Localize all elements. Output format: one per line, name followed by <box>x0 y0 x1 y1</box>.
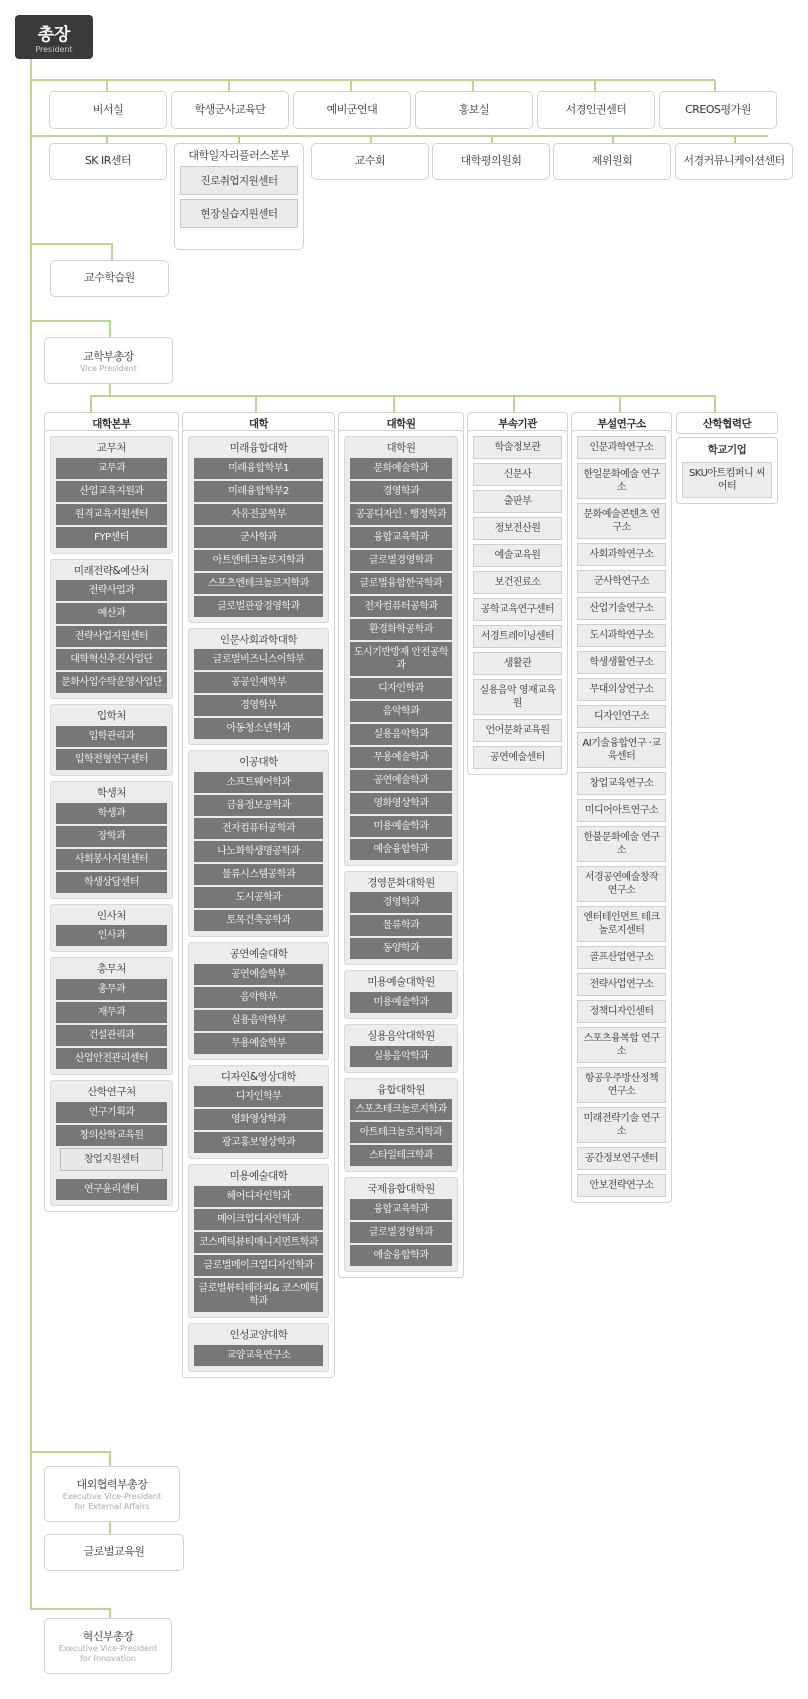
list-item[interactable]: 학술정보관 <box>473 436 562 459</box>
unit-item[interactable]: 융합교육학과 <box>350 1199 452 1220</box>
unit-item[interactable]: 미용예술학과 <box>350 992 452 1013</box>
unit-item[interactable]: 융합교육학과 <box>350 527 452 548</box>
unit-item[interactable]: 사회봉사지원센터 <box>56 849 167 870</box>
row2-drop-1 <box>106 136 108 143</box>
unit-item[interactable]: 아트엔테크놀로지학과 <box>194 550 323 571</box>
unit-item[interactable]: 토목건축공학과 <box>194 910 323 931</box>
unit-item[interactable]: 전자컴퓨터공학과 <box>350 596 452 617</box>
unit-item[interactable]: 영화영상학과 <box>194 1109 323 1130</box>
group-box <box>50 957 173 1075</box>
external-vp-subtitle-1: Executive Vice-President <box>62 1492 162 1501</box>
faculty-learning-hline <box>30 243 112 245</box>
unit-item[interactable]: 음악학부 <box>194 987 323 1008</box>
communication-center[interactable]: 서경커뮤니케이션센터 <box>675 143 793 180</box>
col-research <box>571 430 672 1203</box>
group-box <box>50 904 173 953</box>
unit-item[interactable]: 학생과 <box>56 803 167 824</box>
list-item[interactable]: 사회과학연구소 <box>577 543 666 566</box>
unit-item[interactable]: 실용음악학과 <box>350 724 452 745</box>
unit-item[interactable]: 연구기획과 <box>56 1102 167 1123</box>
faculty-learning-drop <box>111 243 113 260</box>
unit-item[interactable]: 미래융합학부1 <box>194 458 323 479</box>
row1-hline <box>30 79 715 81</box>
list-item[interactable]: 공연예술센터 <box>473 746 562 769</box>
president-subtitle: President <box>35 45 73 54</box>
group-box <box>344 871 458 966</box>
list-item[interactable]: 정책디자인센터 <box>577 1000 666 1023</box>
unit-item[interactable]: 영화영상학과 <box>350 793 452 814</box>
group-title: 인사처 <box>97 909 126 922</box>
unit-item[interactable]: 공연예술학과 <box>350 770 452 791</box>
group-title: 미래전략&예산처 <box>73 564 150 577</box>
group-title: 인문사회과학대학 <box>219 633 298 646</box>
group-box <box>188 750 329 937</box>
vice-president-box[interactable] <box>44 337 173 384</box>
unit-item[interactable]: 아동청소년학과 <box>194 718 323 739</box>
unit-item[interactable]: 문화예술학과 <box>350 458 452 479</box>
list-item[interactable]: 공간정보연구센터 <box>577 1147 666 1170</box>
unit-item[interactable]: 산업안전관리센터 <box>56 1048 167 1069</box>
list-item[interactable]: 보건진료소 <box>473 571 562 594</box>
col-drop-5 <box>619 395 621 413</box>
group-box <box>188 1323 329 1372</box>
list-item[interactable]: 한일문화예술 연구소 <box>577 463 666 499</box>
unit-item[interactable]: 공연예술학부 <box>194 964 323 985</box>
innovation-vp-subtitle-2: for Innovation <box>80 1654 136 1663</box>
innovation-vp-box[interactable] <box>44 1618 172 1674</box>
unit-item[interactable]: 경영학부 <box>194 695 323 716</box>
list-item[interactable]: 창업교육연구소 <box>577 772 666 795</box>
unit-item[interactable]: 산업교육지원과 <box>56 481 167 502</box>
external-vp-hline <box>30 1451 110 1453</box>
unit-item[interactable]: 실용음악학부 <box>194 1010 323 1031</box>
innovation-vp-title: 혁신부총장 <box>82 1630 134 1643</box>
unit-item[interactable]: 코스메틱뷰티매니지먼트학과 <box>194 1232 323 1253</box>
list-item[interactable]: 미디어아트연구소 <box>577 799 666 822</box>
unit-item[interactable]: 글로벌비즈니스어학부 <box>194 649 323 670</box>
unit-item[interactable]: FYP센터 <box>56 527 167 548</box>
vp-drop <box>109 320 111 337</box>
group-box <box>50 559 173 700</box>
unit-item[interactable]: 예술융합학과 <box>350 1245 452 1266</box>
external-vp-title: 대외협력부총장 <box>76 1478 148 1491</box>
list-item[interactable]: 도시과학연구소 <box>577 624 666 647</box>
unit-item[interactable]: 글로벌경영학과 <box>350 1222 452 1243</box>
unit-item[interactable]: 스포츠엔테크놀로지학과 <box>194 573 323 594</box>
unit-item[interactable]: 글로벌뷰티테라피& 코스메틱학과 <box>194 1278 323 1312</box>
group-title: 미용예술대학원 <box>367 976 435 989</box>
group-box <box>344 1024 458 1073</box>
unit-item[interactable]: 공공인재학부 <box>194 672 323 693</box>
unit-item[interactable]: 광고홍보영상학과 <box>194 1132 323 1153</box>
innovation-vp-subtitle-1: Executive Vice-President <box>58 1644 158 1653</box>
unit-item[interactable]: 경영학과 <box>350 481 452 502</box>
group-box <box>50 781 173 899</box>
list-item[interactable]: 예술교육원 <box>473 544 562 567</box>
unit-item[interactable]: 학생상담센터 <box>56 872 167 893</box>
list-item[interactable]: 생활관 <box>473 652 562 675</box>
group-title: 대학원 <box>386 442 416 454</box>
list-item[interactable]: 디자인연구소 <box>577 705 666 728</box>
group-box <box>50 704 173 776</box>
group-box <box>344 970 458 1019</box>
list-item[interactable]: 산업기술연구소 <box>577 597 666 620</box>
list-item[interactable]: AI기술융합연구 ·교육센터 <box>577 732 666 768</box>
unit-item[interactable]: 대학혁신추진사업단 <box>56 649 167 670</box>
unit-item[interactable]: 도시공학과 <box>194 887 323 908</box>
col-college <box>182 430 335 1378</box>
unit-item[interactable]: 입학관리과 <box>56 726 167 747</box>
col-drop-2 <box>255 395 257 413</box>
group-title: 미용예술대학 <box>229 1170 288 1183</box>
col-drop-6 <box>714 395 716 413</box>
row1-drop-2 <box>228 80 230 91</box>
group-box <box>188 1164 329 1318</box>
group-box <box>188 942 329 1060</box>
unit-item[interactable]: 재무과 <box>56 1002 167 1023</box>
group-title: 입학처 <box>97 710 126 723</box>
unit-item[interactable]: 도시기반방재 안전공학과 <box>350 642 452 676</box>
list-item[interactable]: 미래전략기술 연구소 <box>577 1107 666 1143</box>
group-title: 디자인&영상대학 <box>220 1070 297 1083</box>
group-box <box>50 1080 173 1206</box>
row2-drop-4 <box>491 136 493 143</box>
list-item[interactable]: 언어문화교육원 <box>473 719 562 742</box>
group-title: 국제융합대학원 <box>367 1183 435 1196</box>
unit-item[interactable]: 무용예술학과 <box>350 747 452 768</box>
vp-hline <box>30 320 110 322</box>
group-title: 학생처 <box>97 787 126 800</box>
sk-ir-center[interactable]: SK IR센터 <box>49 143 167 180</box>
rotc-unit[interactable]: 학생군사교육단 <box>171 91 289 129</box>
unit-item[interactable]: 연구윤리센터 <box>56 1179 167 1200</box>
row2-hline <box>30 135 768 137</box>
unit-item[interactable]: 문화사업수탁운영사업단 <box>56 672 167 693</box>
unit-item[interactable]: 교무과 <box>56 458 167 479</box>
job-plus-headquarters <box>174 143 304 250</box>
group-box <box>344 1177 458 1272</box>
unit-item[interactable]: 음악학과 <box>350 701 452 722</box>
unit-item[interactable]: 군사학과 <box>194 527 323 548</box>
row1-drop-1 <box>106 80 108 91</box>
vice-president-title: 교학부총장 <box>83 349 134 363</box>
secretary-office[interactable]: 비서실 <box>49 91 167 129</box>
list-item[interactable]: 무대의상연구소 <box>577 678 666 701</box>
unit-item[interactable]: 스포츠테크놀로지학과 <box>350 1099 452 1120</box>
col-head-affiliated[interactable]: 부속기관 <box>467 412 568 434</box>
unit-item[interactable]: 글로벌융합한국학과 <box>350 573 452 594</box>
unit-item[interactable]: 공공디자인 · 행정학과 <box>350 504 452 525</box>
list-item[interactable]: 항공우주방산정책 연구소 <box>577 1067 666 1103</box>
external-vp-subtitle-2: for External Affairs <box>74 1502 150 1511</box>
unit-item[interactable]: 원격교육지원센터 <box>56 504 167 525</box>
school-enterprise-title: 학교기업 <box>707 444 747 456</box>
list-item[interactable]: 안보전략연구소 <box>577 1174 666 1197</box>
unit-item[interactable]: 인사과 <box>56 925 167 946</box>
unit-item[interactable]: 스타일테크학과 <box>350 1145 452 1166</box>
col-head-graduate[interactable]: 대학원 <box>338 412 464 434</box>
unit-item[interactable]: 예술융합학과 <box>350 839 452 860</box>
president-title: 총장 <box>37 25 71 45</box>
unit-item[interactable]: 예산과 <box>56 603 167 624</box>
group-box <box>344 436 458 866</box>
col-headquarters <box>44 430 179 1212</box>
unit-item[interactable]: 소프트웨어학과 <box>194 772 323 793</box>
unit-item[interactable]: 총무과 <box>56 979 167 1000</box>
unit-item[interactable]: 창의산학교육원 <box>56 1125 167 1146</box>
group-title: 미래융합대학 <box>229 442 288 454</box>
col-head-industry[interactable]: 산학협력단 <box>676 412 778 434</box>
list-item[interactable]: 신문사 <box>473 463 562 486</box>
unit-item[interactable]: 동양학과 <box>350 938 452 959</box>
col-graduate <box>338 430 464 1278</box>
unit-item[interactable]: 전략사업지원센터 <box>56 626 167 647</box>
unit-item[interactable]: 물류학과 <box>350 915 452 936</box>
col-head-college[interactable]: 대학 <box>182 412 335 434</box>
unit-item[interactable]: 글로벌경영학과 <box>350 550 452 571</box>
unit-item[interactable]: 입학전형연구센터 <box>56 749 167 770</box>
unit-item[interactable]: 디자인학부 <box>194 1086 323 1107</box>
innovation-vp-drop <box>109 1608 111 1618</box>
group-title: 경영문화대학원 <box>367 876 435 889</box>
trunk-line <box>30 58 32 1609</box>
job-plus-title: 대학일자리플러스본부 <box>188 149 290 162</box>
list-item[interactable]: 엔터테인먼트 테크놀로지센터 <box>577 906 666 942</box>
list-item[interactable]: 공학교육연구센터 <box>473 598 562 621</box>
president-box[interactable] <box>15 15 93 59</box>
col-affiliated <box>467 430 568 775</box>
unit-item[interactable]: 전략사업과 <box>56 580 167 601</box>
list-item[interactable]: 정보전산원 <box>473 517 562 540</box>
professors-council[interactable]: 교수회 <box>311 143 429 180</box>
unit-item[interactable]: 건설관리과 <box>56 1025 167 1046</box>
list-item[interactable]: 골프산업연구소 <box>577 946 666 969</box>
row2-drop-5 <box>612 136 614 143</box>
committees[interactable]: 제위원회 <box>553 143 671 180</box>
human-rights-center[interactable]: 서경인권센터 <box>537 91 655 129</box>
group-title: 공연예술대학 <box>229 948 288 961</box>
group-box <box>188 436 329 623</box>
col-drop-1 <box>90 395 92 413</box>
row1-drop-3 <box>350 80 352 91</box>
creos-evaluation[interactable]: CREOS평가원 <box>659 91 777 129</box>
row2-drop-6 <box>734 136 736 143</box>
list-item[interactable]: 한불문화예술 연구소 <box>577 826 666 862</box>
unit-item[interactable]: 미래융합학부2 <box>194 481 323 502</box>
list-item[interactable]: 인문과학연구소 <box>577 436 666 459</box>
col-head-research[interactable]: 부설연구소 <box>571 412 672 434</box>
unit-item[interactable]: 경영학과 <box>350 892 452 913</box>
unit-item[interactable]: 교양교육연구소 <box>194 1345 323 1366</box>
unit-item[interactable]: 메이크업디자인학과 <box>194 1209 323 1230</box>
reserve-regiment[interactable]: 예비군연대 <box>293 91 411 129</box>
unit-item[interactable]: 금융정보공학과 <box>194 795 323 816</box>
faculty-learning-center[interactable]: 교수학습원 <box>50 260 169 297</box>
external-vp-box[interactable] <box>44 1466 180 1522</box>
unit-item[interactable]: 환경화학공학과 <box>350 619 452 640</box>
col-drop-4 <box>513 395 515 413</box>
row1-drop-4 <box>472 80 474 91</box>
list-item[interactable]: 군사학연구소 <box>577 570 666 593</box>
group-box <box>188 1065 329 1160</box>
row2-drop-3 <box>370 136 372 143</box>
external-vp-drop <box>109 1451 111 1466</box>
group-title: 산학연구처 <box>87 1086 136 1099</box>
list-item[interactable]: 전략사업연구소 <box>577 973 666 996</box>
list-item[interactable]: 출판부 <box>473 490 562 513</box>
list-item[interactable]: 실용음악 영재교육원 <box>473 679 562 715</box>
unit-item[interactable]: 헤어디자인학과 <box>194 1186 323 1207</box>
unit-item[interactable]: 미용예술학과 <box>350 816 452 837</box>
unit-item[interactable]: 디자인학과 <box>350 678 452 699</box>
unit-item[interactable]: 자유전공학부 <box>194 504 323 525</box>
list-item[interactable]: 문화예술콘텐츠 연구소 <box>577 503 666 539</box>
unit-item[interactable]: 글로벌관광경영학과 <box>194 596 323 617</box>
unit-item[interactable]: 실용음악학과 <box>350 1046 452 1067</box>
col-drop-3 <box>393 395 395 413</box>
unit-item[interactable]: 물류시스템공학과 <box>194 864 323 885</box>
university-senate[interactable]: 대학평의원회 <box>432 143 550 180</box>
pr-office[interactable]: 홍보실 <box>415 91 533 129</box>
list-item[interactable]: 스포츠융복합 연구소 <box>577 1027 666 1063</box>
unit-item[interactable]: 무용예술학부 <box>194 1033 323 1054</box>
global-education-center[interactable]: 글로벌교육원 <box>44 1534 184 1571</box>
group-title: 이공대학 <box>239 756 278 769</box>
group-title: 융합대학원 <box>376 1083 426 1096</box>
group-box <box>344 1078 458 1173</box>
row1-drop-6 <box>714 80 716 91</box>
startup-support-center[interactable]: 창업지원센터 <box>60 1148 163 1171</box>
unit-item[interactable]: 전자컴퓨터공학과 <box>194 818 323 839</box>
group-title: 교무처 <box>97 442 126 454</box>
row1-drop-5 <box>594 80 596 91</box>
unit-item[interactable]: 나노화학생명공학과 <box>194 841 323 862</box>
col-head-headquarters[interactable]: 대학본부 <box>44 412 179 434</box>
list-item[interactable]: 학생생활연구소 <box>577 651 666 674</box>
group-box <box>188 628 329 746</box>
list-item[interactable]: 서경공연예술창작 연구소 <box>577 866 666 902</box>
list-item[interactable]: SKU아트컴퍼니 씨어터 <box>682 462 772 498</box>
unit-item[interactable]: 장학과 <box>56 826 167 847</box>
columns-hline <box>90 395 716 397</box>
list-item[interactable]: 서경트레이닝센터 <box>473 625 562 648</box>
vice-president-subtitle: Vice President <box>80 363 137 373</box>
innovation-vp-hline <box>30 1608 110 1610</box>
col-industry <box>676 437 778 504</box>
group-title: 실용음악대학원 <box>367 1030 435 1043</box>
unit-item[interactable]: 아트테크놀로지학과 <box>350 1122 452 1143</box>
group-title: 총무처 <box>97 963 126 976</box>
row2-drop-2 <box>238 136 240 143</box>
group-title: 인성교양대학 <box>229 1329 288 1342</box>
field-practice-center[interactable]: 현장실습지원센터 <box>180 199 298 228</box>
group-box <box>50 436 173 554</box>
unit-item[interactable]: 글로벌메이크업디자인학과 <box>194 1255 323 1276</box>
career-center[interactable]: 진로취업지원센터 <box>180 166 298 195</box>
